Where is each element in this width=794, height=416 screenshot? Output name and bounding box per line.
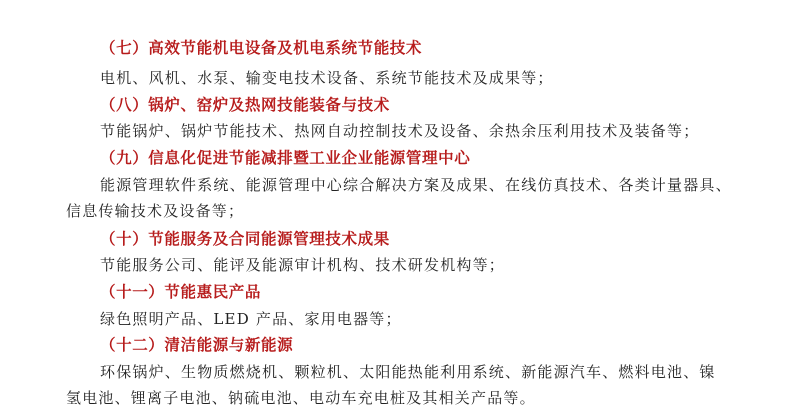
section-heading-7: （七）高效节能机电设备及机电系统节能技术 [100, 38, 423, 57]
section-heading-12: （十二）清洁能源与新能源 [100, 335, 294, 354]
section-text-8: 节能锅炉、锅炉节能技术、热网自动控制技术及设备、余热余压利用技术及装备等； [100, 122, 700, 140]
section-heading-10: （十）节能服务及合同能源管理技术成果 [100, 229, 390, 248]
section-text-9-line-2: 信息传输技术及设备等； [66, 202, 245, 220]
section-text-12-line-2: 氢电池、锂离子电池、钠硫电池、电动车充电桩及其相关产品等。 [66, 389, 536, 407]
section-text-11: 绿色照明产品、LED 产品、家用电器等； [100, 310, 402, 328]
section-text-12-line-1: 环保锅炉、生物质燃烧机、颗粒机、太阳能热能利用系统、新能源汽车、燃料电池、镍 [100, 363, 716, 381]
section-text-9-line-1: 能源管理软件系统、能源管理中心综合解决方案及成果、在线仿真技术、各类计量器具、 [100, 176, 732, 194]
section-heading-9: （九）信息化促进节能减排暨工业企业能源管理中心 [100, 148, 471, 167]
section-text-10: 节能服务公司、能评及能源审计机构、技术研发机构等； [100, 256, 506, 274]
section-heading-11: （十一）节能惠民产品 [100, 282, 262, 301]
section-text-7: 电机、风机、水泵、输变电技术设备、系统节能技术及成果等； [100, 69, 554, 87]
section-heading-8: （八）锅炉、窑炉及热网技能装备与技术 [100, 95, 390, 114]
